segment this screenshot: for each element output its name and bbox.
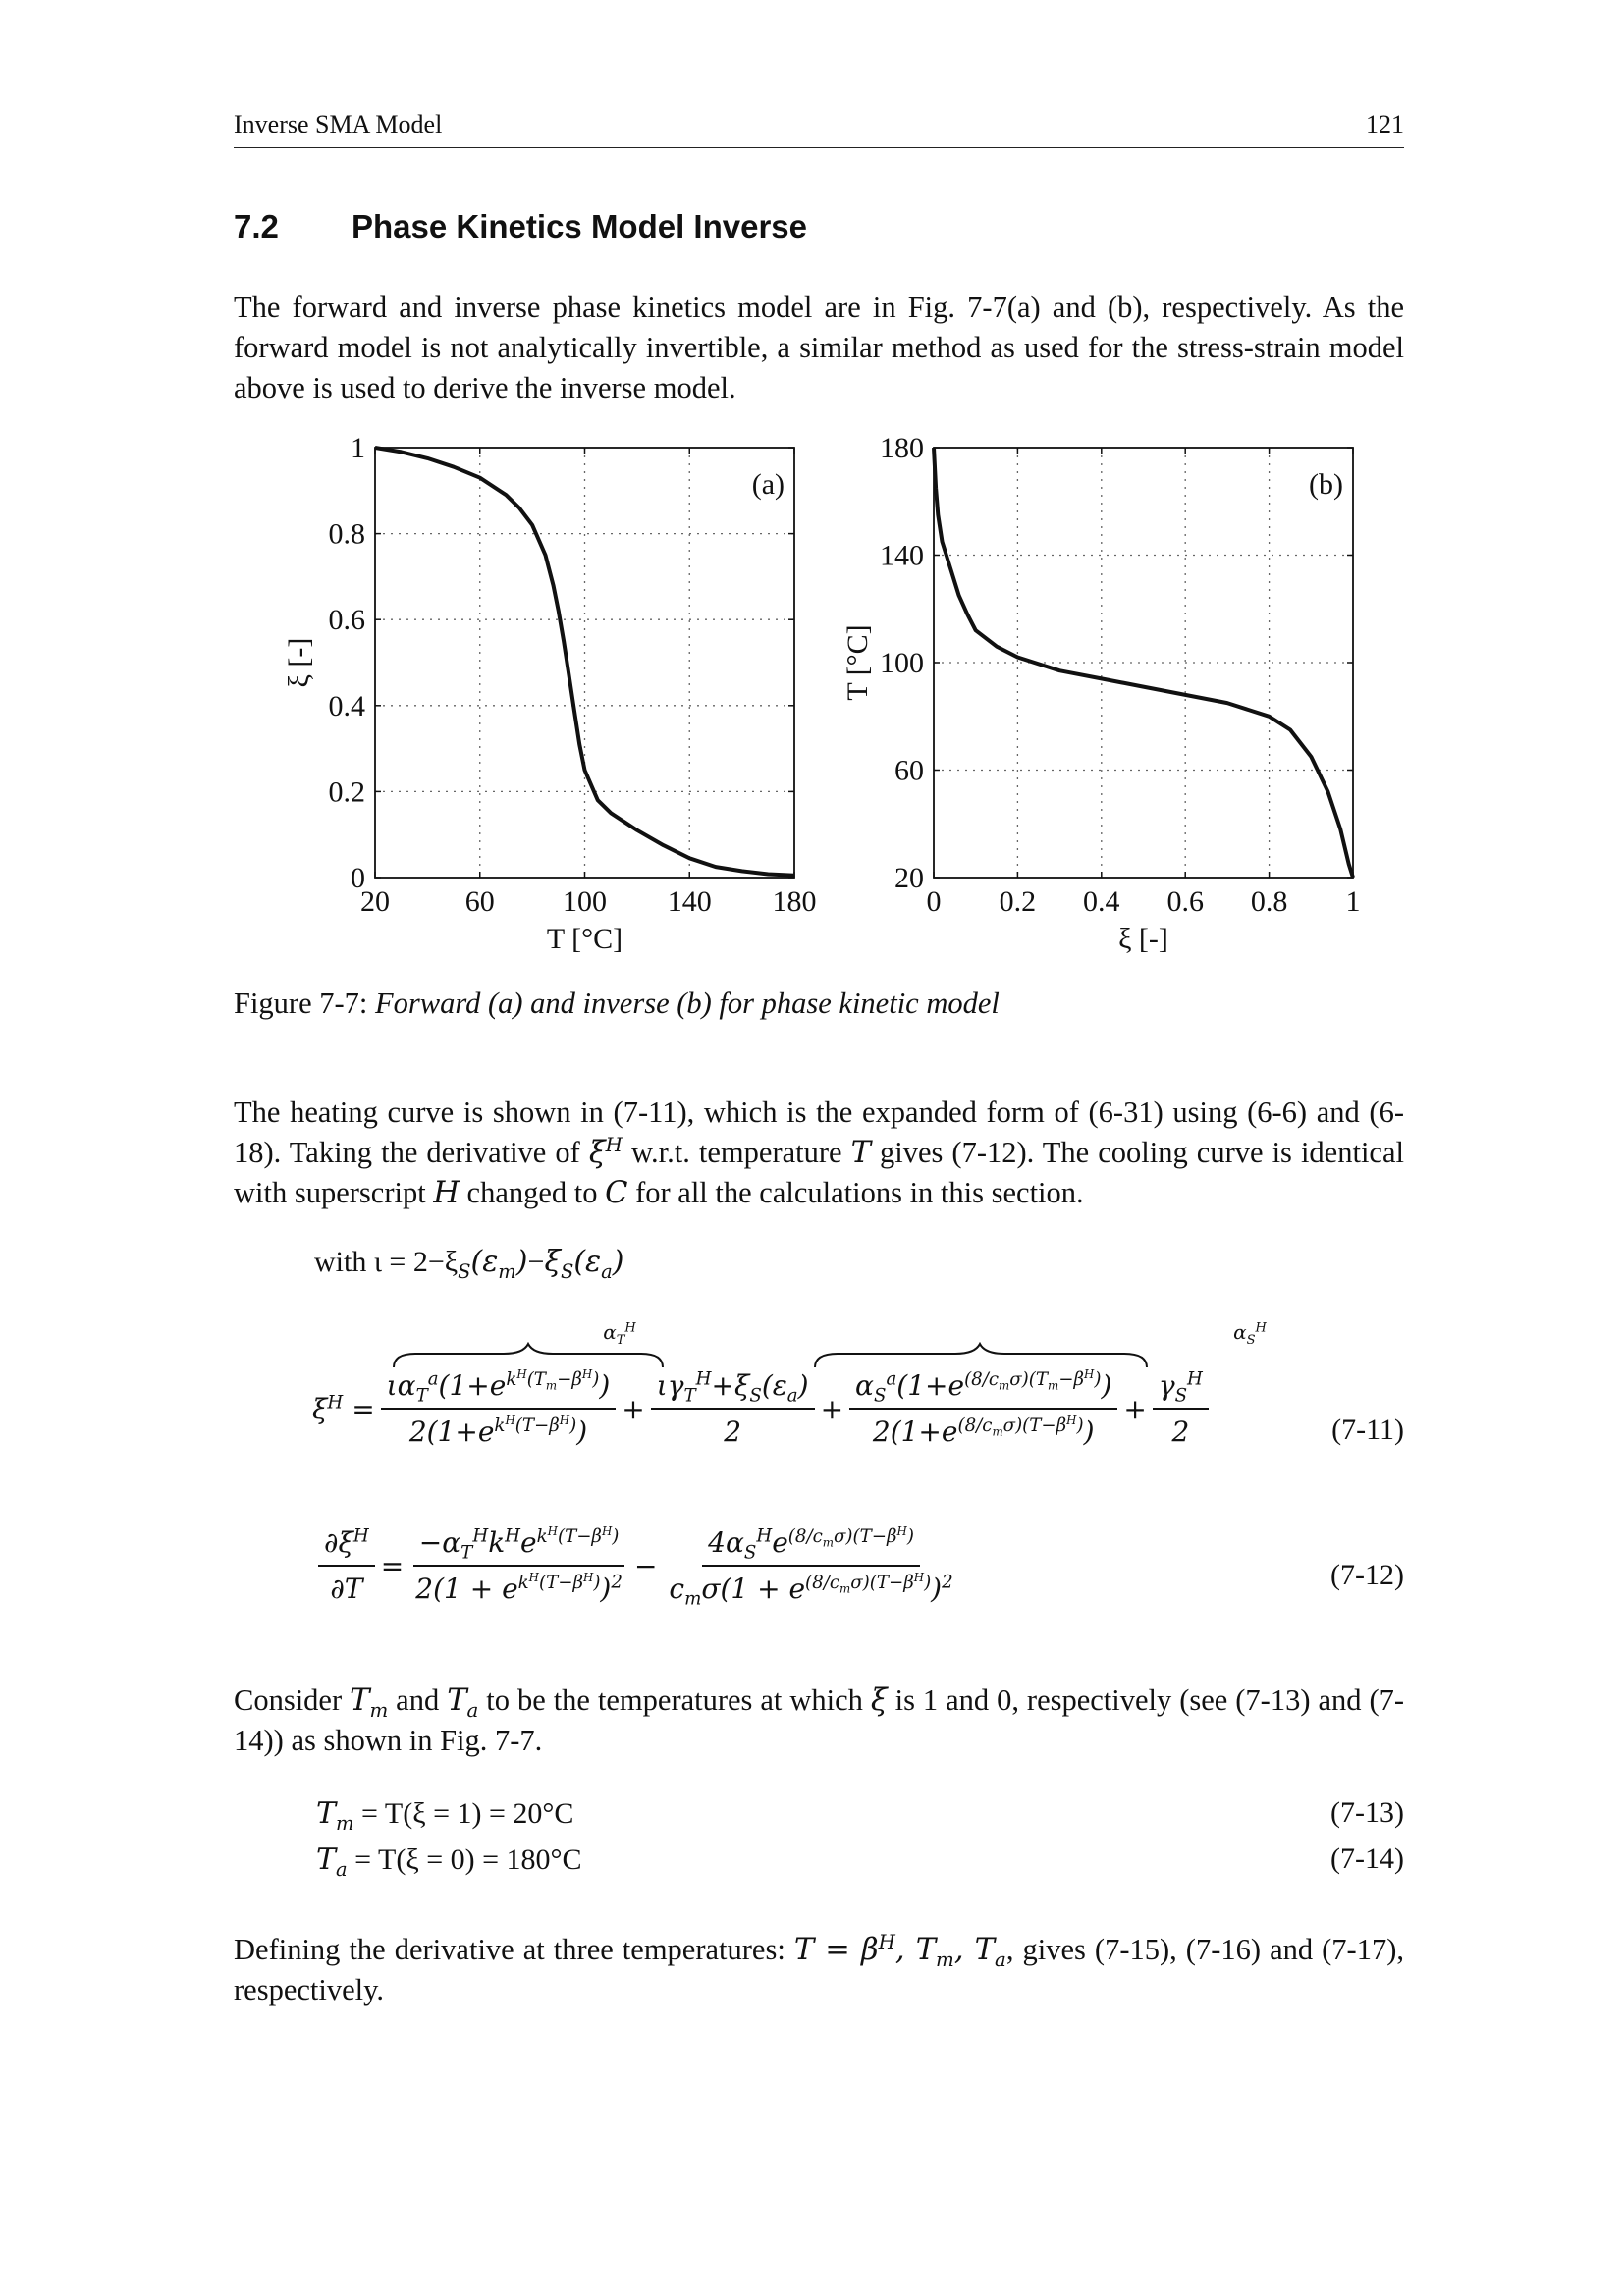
paragraph-heating-curve — [234, 1093, 1404, 1213]
x-tick-label: 180 — [772, 885, 817, 918]
y-tick-label: 0 — [351, 862, 365, 894]
x-tick-label: 60 — [464, 885, 495, 918]
x-axis-label: ξ [-] — [1118, 923, 1168, 955]
y-tick-label: 0.4 — [328, 689, 365, 722]
section-title: Phase Kinetics Model Inverse — [352, 208, 808, 244]
p2-T: T — [850, 1136, 871, 1170]
y-tick-label: 60 — [894, 754, 924, 787]
running-header-title: Inverse SMA Model — [234, 110, 443, 138]
y-tick-label: 0.2 — [328, 775, 365, 809]
y-tick-label: 180 — [880, 432, 924, 464]
eq-number-7-11: (7-11) — [1331, 1414, 1404, 1446]
figure-caption — [234, 987, 1000, 1021]
p2-text-4: changed to — [459, 1176, 606, 1209]
eq-number-7-14: (7-14) — [1330, 1842, 1404, 1875]
x-tick-label: 0.8 — [1250, 885, 1288, 918]
y-tick-label: 0.6 — [328, 604, 365, 637]
p2-H: H — [433, 1176, 460, 1210]
chart-b — [841, 432, 1361, 955]
section-number: 7.2 — [234, 208, 279, 244]
y-axis-label: T [°C] — [841, 624, 874, 701]
p2-text-5: for all the calculations in this section. — [627, 1176, 1084, 1209]
p2-text-2: w.r.t. temperature — [622, 1136, 851, 1169]
y-tick-label: 1 — [351, 432, 365, 464]
brace-label-alpha-T: $\alpha_T^H$ — [603, 1320, 636, 1348]
equation-7-14: $T_a = T(\xi = 0) = 180^\circ C$ — [316, 1842, 582, 1881]
page-number: 121 — [1366, 110, 1404, 138]
panel-label: (b) — [1309, 468, 1343, 501]
y-tick-label: 140 — [880, 539, 924, 572]
x-tick-label: 140 — [667, 885, 712, 918]
figure-caption-text: Forward (a) and inverse (b) for phase kinetic model — [375, 987, 1000, 1020]
figure-7-7 — [236, 422, 1414, 972]
figure-caption-label: Figure 7-7: — [234, 987, 368, 1020]
p2-C: C — [605, 1176, 628, 1210]
panel-label: (a) — [751, 468, 785, 501]
header-rule — [234, 147, 1404, 148]
p2-text-3: gives (7-12). The cooling curve is identical with superscript — [234, 1136, 1404, 1209]
p2-xi: $\xi^H$ — [588, 1133, 623, 1170]
brace-label-alpha-S: $\alpha_S^H$ — [1233, 1320, 1267, 1348]
iota-definition: with $\iota = 2-\xi_S(\varepsilon_m)-\xi_S(\varepsilon_a)$ — [314, 1245, 624, 1283]
x-axis-label: T [°C] — [546, 923, 623, 955]
y-axis-label: ξ [-] — [283, 637, 315, 688]
x-tick-label: 100 — [563, 885, 607, 918]
eq-number-7-12: (7-12) — [1330, 1559, 1404, 1591]
equation-7-12: $\frac{\partial\xi^H}{\partial T}$ = $\frac{-\alpha_T^Hk^He^{k^H(T-\beta^H)}}{2(1 + e^{k^H(T-\beta^H)})^2}$ − $\frac{4\alpha_S^He^{(8/c_m\sigma)(T-\beta^H)}}{c_m\sigma(1 + e^{(8/c_m\sigma)(T-\beta^H)})^2}$ — [312, 1526, 965, 1605]
equation-7-13: $T_m = T(\xi = 1) = 20^\circ C$ — [316, 1796, 574, 1835]
overbraces — [386, 1342, 1417, 1371]
x-tick-label: 0.4 — [1083, 885, 1120, 918]
x-tick-label: 0.6 — [1166, 885, 1204, 918]
paragraph-tm-ta: Consider $T_m$ and $T_a$ to be the temperatures at which ξ is 1 and 0, respectively (see (7-13) and (7-14)) as shown in Fig. 7-7. — [234, 1683, 1405, 1757]
intro-paragraph: The forward and inverse phase kinetics model are in Fig. 7-7(a) and (b), respectively. As the forward model is not analytically invertible, a similar method as used for the stress-strain model above is used to derive the inverse model. — [234, 291, 1404, 404]
y-tick-label: 0.8 — [328, 517, 365, 551]
y-tick-label: 100 — [880, 647, 924, 679]
x-tick-label: 0 — [926, 885, 942, 918]
y-tick-label: 20 — [894, 862, 924, 894]
x-tick-label: 1 — [1345, 885, 1361, 918]
paragraph-derivative: Defining the derivative at three temperatures: $T = \beta^H$, $T_m$, $T_a$, gives (7-15), (7-16) and (7-17), respectively. — [234, 1930, 1404, 2006]
chart-a — [283, 432, 817, 955]
eq-number-7-13: (7-13) — [1330, 1796, 1404, 1829]
p2-text-1: The heating curve is shown in (7-11), which is the expanded form of (6-31) using (6-6) and (6-18). Taking the derivative of — [234, 1095, 1404, 1169]
x-tick-label: 0.2 — [999, 885, 1037, 918]
x-tick-label: 20 — [360, 885, 390, 918]
